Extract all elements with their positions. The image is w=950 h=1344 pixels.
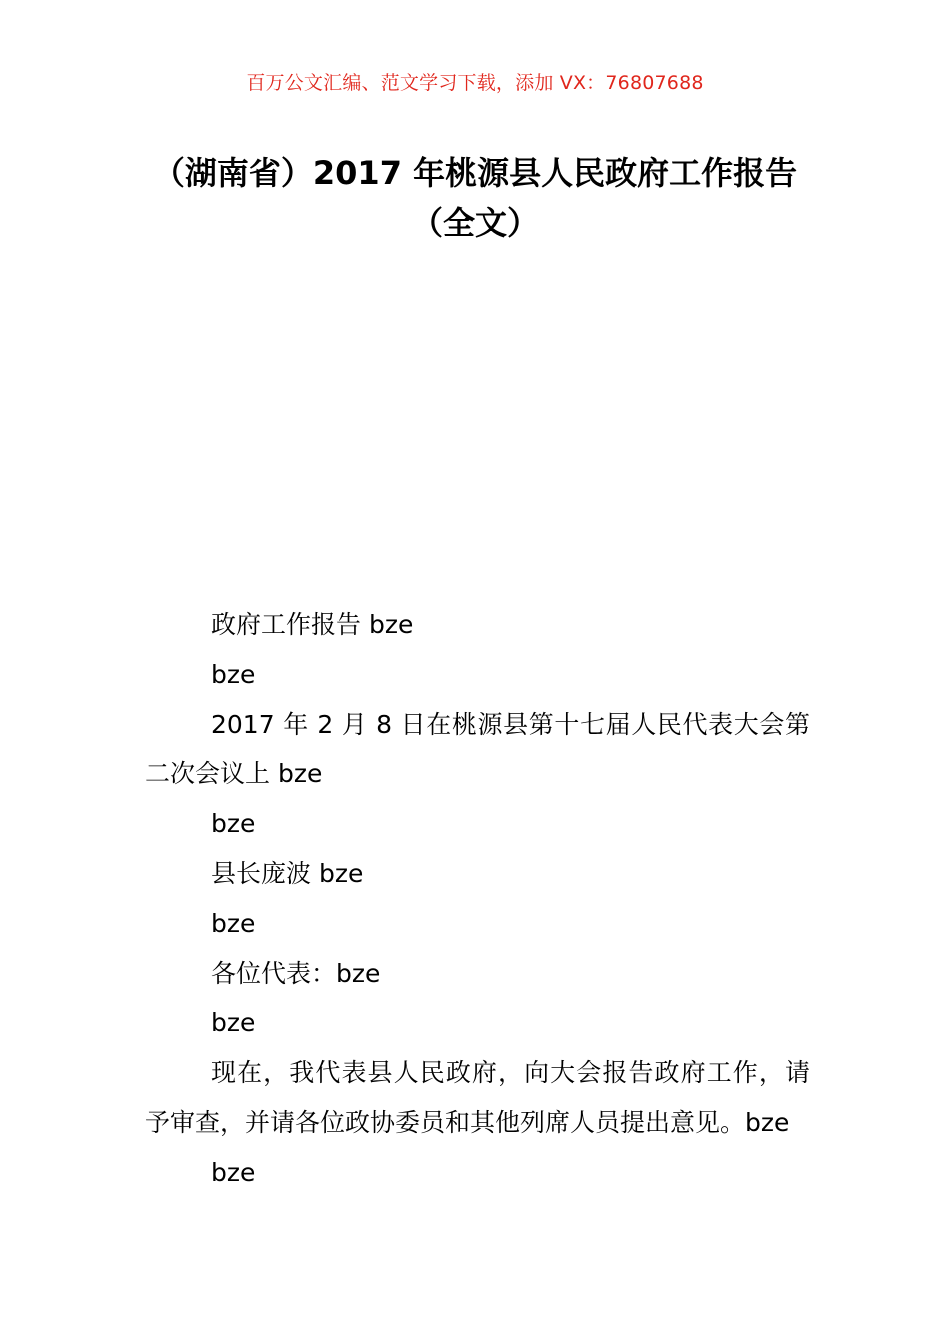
- paragraph: bze: [211, 809, 256, 839]
- paragraph: 县长庞波 bze: [211, 858, 364, 888]
- paragraph: 政府工作报告 bze: [211, 610, 414, 639]
- paragraph: bze: [211, 908, 256, 938]
- paragraph: bze: [211, 659, 256, 689]
- paragraph: 现在，我代表县人民政府，向大会报告政府工作，请予审查，并请各位政协委员和其他列席人员提出意见。bze: [145, 1058, 810, 1137]
- header-note: 百万公文汇编、范文学习下载，添加 VX：76807688: [246, 72, 704, 94]
- document-body: [145, 600, 810, 1198]
- paragraph: bze: [211, 1157, 256, 1187]
- document-title: （湖南省）2017 年桃源县人民政府工作报告（全文）: [152, 154, 798, 242]
- paragraph: bze: [211, 1008, 256, 1038]
- paragraph: 各位代表：bze: [211, 958, 381, 988]
- paragraph: 2017 年 2 月 8 日在桃源县第十七届人民代表大会第二次会议上 bze: [145, 709, 810, 789]
